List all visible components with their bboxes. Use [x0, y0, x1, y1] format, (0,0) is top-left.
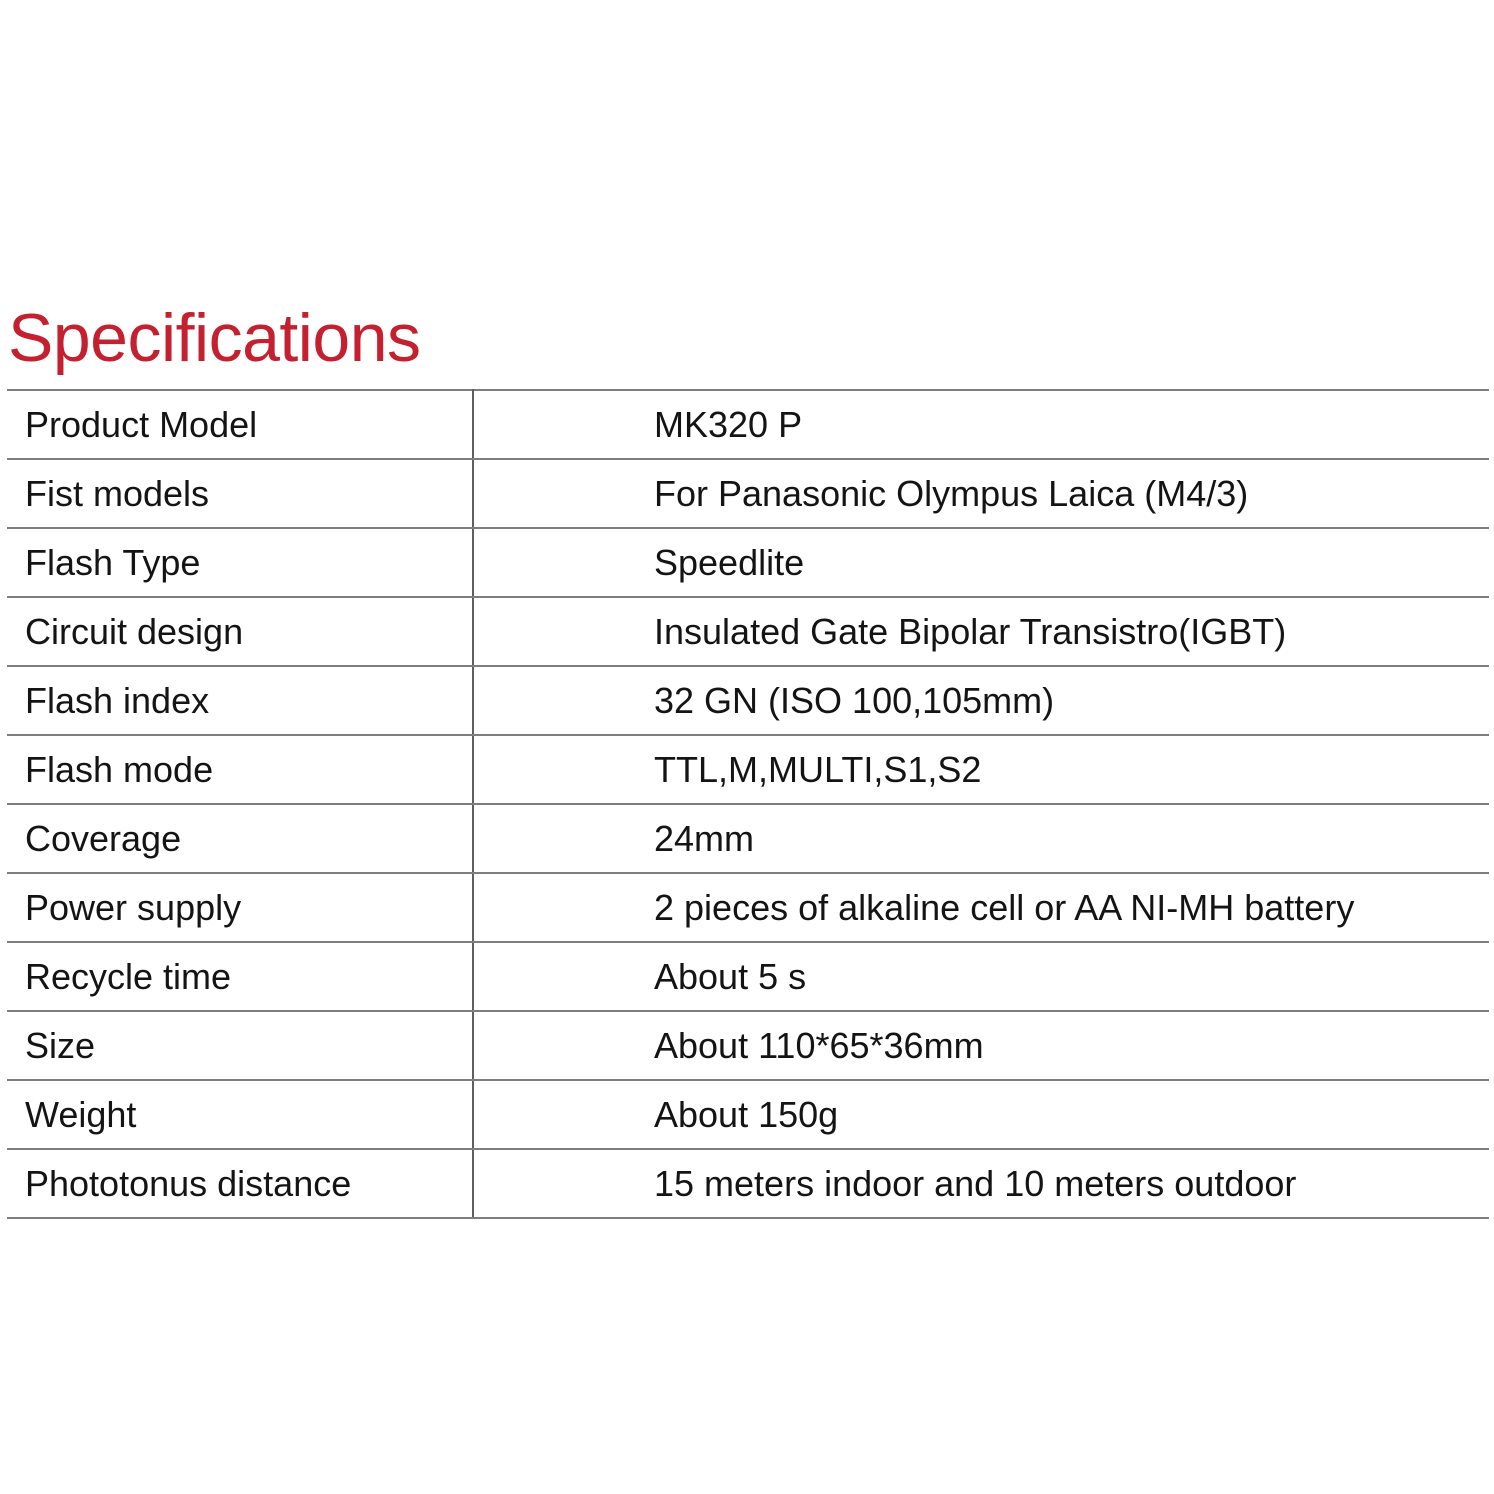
spec-value: 2 pieces of alkaline cell or AA NI-MH battery: [473, 873, 1489, 942]
table-row: [7, 1149, 1489, 1218]
page-title: Specifications: [8, 299, 421, 376]
table-row: [7, 873, 1489, 942]
spec-label: Flash Type: [7, 528, 473, 597]
spec-label: Product Model: [7, 390, 473, 459]
table-row: [7, 459, 1489, 528]
table-row: [7, 528, 1489, 597]
spec-value: 15 meters indoor and 10 meters outdoor: [473, 1149, 1489, 1218]
spec-label: Phototonus distance: [7, 1149, 473, 1218]
spec-label: Flash index: [7, 666, 473, 735]
spec-label: Circuit design: [7, 597, 473, 666]
specifications-table: [7, 389, 1489, 1219]
table-row: [7, 735, 1489, 804]
spec-value: 32 GN (ISO 100,105mm): [473, 666, 1489, 735]
spec-value: 24mm: [473, 804, 1489, 873]
spec-value: About 5 s: [473, 942, 1489, 1011]
spec-label: Power supply: [7, 873, 473, 942]
spec-label: Coverage: [7, 804, 473, 873]
table-row: [7, 390, 1489, 459]
spec-label: Size: [7, 1011, 473, 1080]
table-row: [7, 942, 1489, 1011]
spec-value: About 110*65*36mm: [473, 1011, 1489, 1080]
spec-value: For Panasonic Olympus Laica (M4/3): [473, 459, 1489, 528]
table-row: [7, 666, 1489, 735]
spec-value: Speedlite: [473, 528, 1489, 597]
spec-value: Insulated Gate Bipolar Transistro(IGBT): [473, 597, 1489, 666]
table-row: [7, 1080, 1489, 1149]
specifications-table-body: [7, 390, 1489, 1218]
spec-value: MK320 P: [473, 390, 1489, 459]
spec-label: Fist models: [7, 459, 473, 528]
spec-value: TTL,M,MULTI,S1,S2: [473, 735, 1489, 804]
spec-value: About 150g: [473, 1080, 1489, 1149]
spec-label: Weight: [7, 1080, 473, 1149]
spec-label: Recycle time: [7, 942, 473, 1011]
table-row: [7, 804, 1489, 873]
spec-label: Flash mode: [7, 735, 473, 804]
table-row: [7, 1011, 1489, 1080]
table-row: [7, 597, 1489, 666]
